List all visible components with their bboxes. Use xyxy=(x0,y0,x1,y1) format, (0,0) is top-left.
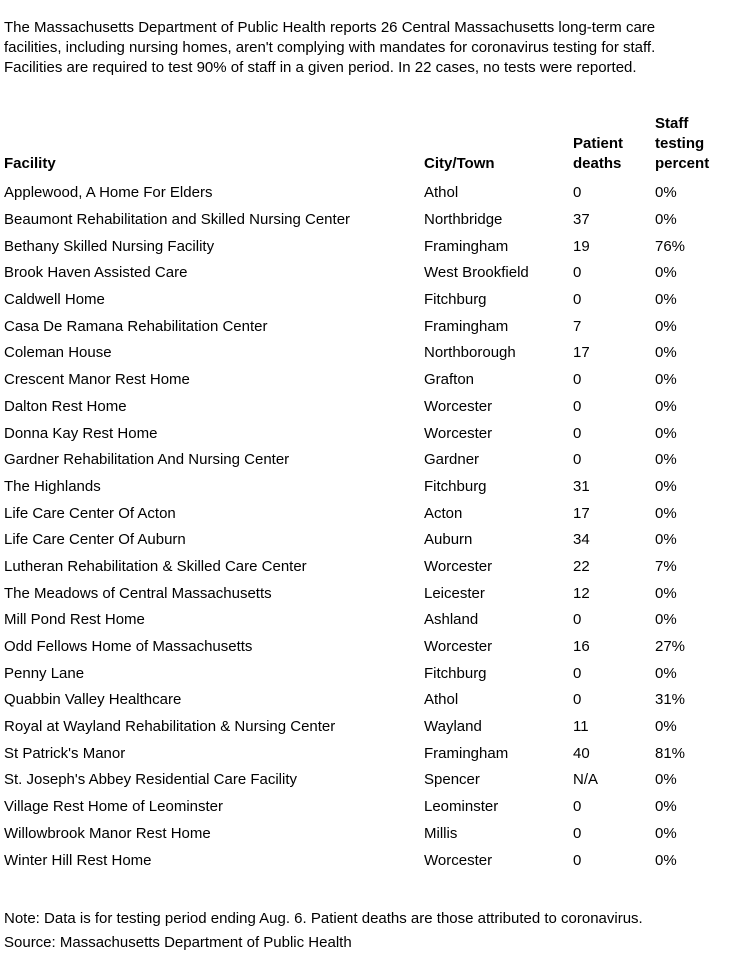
staff-testing-percent-cell: 0% xyxy=(655,291,677,309)
intro-text: The Massachusetts Department of Public Health reports 26 Central Massachusetts long-term care facilities, including nursing homes, aren't complying with mandates for coronavirus testing for staff. Facilities are required to test 90% of staff in a given period. In 22 cases, no tests were reported. xyxy=(4,19,656,76)
staff-testing-percent-cell: 0% xyxy=(655,371,677,389)
staff-testing-percent-cell: 0% xyxy=(655,718,677,736)
city-town-cell: Fitchburg xyxy=(424,664,487,682)
city-town-cell: Framingham xyxy=(424,744,509,762)
facility-cell: Beaumont Rehabilitation and Skilled Nursing Center xyxy=(4,211,351,229)
staff-testing-percent-cell: 0% xyxy=(655,798,677,816)
table-row xyxy=(4,394,744,421)
table-row xyxy=(4,660,744,687)
patient-deaths-cell: 0 xyxy=(573,798,582,816)
facility-cell: Odd Fellows Home of Massachusetts xyxy=(4,638,253,656)
city-town-cell: Fitchburg xyxy=(424,291,487,309)
facility-cell: St. Joseph's Abbey Residential Care Facility xyxy=(4,771,298,789)
facility-cell: Bethany Skilled Nursing Facility xyxy=(4,237,215,255)
staff-testing-percent-cell: 0% xyxy=(655,531,677,549)
table-row xyxy=(4,714,744,741)
city-town-cell: Worcester xyxy=(424,557,493,575)
facility-cell: The Meadows of Central Massachusetts xyxy=(4,584,272,602)
patient-deaths-cell: 0 xyxy=(573,451,582,469)
staff-testing-percent-cell: 0% xyxy=(655,264,677,282)
table-row xyxy=(4,580,744,607)
patient-deaths-cell: 19 xyxy=(573,237,590,255)
city-town-cell: Northbridge xyxy=(424,211,503,229)
col-header-patient-deaths: Patient deaths xyxy=(573,135,624,172)
col-header-city-town: City/Town xyxy=(424,155,495,172)
table-row xyxy=(4,287,744,314)
facility-cell: St Patrick's Manor xyxy=(4,744,126,762)
table-row xyxy=(4,207,744,234)
staff-testing-percent-cell: 0% xyxy=(655,397,677,415)
facility-cell: Winter Hill Rest Home xyxy=(4,851,152,869)
patient-deaths-cell: 0 xyxy=(573,184,582,202)
city-town-cell: West Brookfield xyxy=(424,264,529,282)
facility-cell: Donna Kay Rest Home xyxy=(4,424,158,442)
patient-deaths-cell: 17 xyxy=(573,504,590,522)
city-town-cell: Spencer xyxy=(424,771,480,789)
patient-deaths-cell: 0 xyxy=(573,851,582,869)
patient-deaths-cell: 0 xyxy=(573,664,582,682)
patient-deaths-cell: 0 xyxy=(573,424,582,442)
table-row xyxy=(4,687,744,714)
staff-testing-percent-cell: 0% xyxy=(655,771,677,789)
patient-deaths-cell: 0 xyxy=(573,371,582,389)
staff-testing-percent-cell: 0% xyxy=(655,664,677,682)
footer xyxy=(4,907,744,956)
city-town-cell: Gardner xyxy=(424,451,480,469)
table-row xyxy=(4,794,744,821)
col-header-staff-testing-percent: Staff testing percent xyxy=(655,115,710,172)
city-town-cell: Athol xyxy=(424,184,459,202)
city-town-cell: Worcester xyxy=(424,424,493,442)
table-row xyxy=(4,740,744,767)
note-text: Note: Data is for testing period ending Aug. 6. Patient deaths are those attributed to coronavirus. xyxy=(4,909,643,927)
staff-testing-percent-cell: 27% xyxy=(655,638,686,656)
city-town-cell: Framingham xyxy=(424,237,509,255)
table-row xyxy=(4,554,744,581)
city-town-cell: Worcester xyxy=(424,638,493,656)
staff-testing-percent-cell: 81% xyxy=(655,744,686,762)
staff-testing-percent-cell: 0% xyxy=(655,344,677,362)
table-row xyxy=(4,607,744,634)
patient-deaths-cell: 0 xyxy=(573,264,582,282)
facility-cell: Life Care Center Of Auburn xyxy=(4,531,186,549)
staff-testing-percent-cell: 0% xyxy=(655,851,677,869)
table-row xyxy=(4,260,744,287)
header-row xyxy=(4,114,744,180)
patient-deaths-cell: 34 xyxy=(573,531,590,549)
facility-cell: Coleman House xyxy=(4,344,112,362)
staff-testing-percent-cell: 0% xyxy=(655,184,677,202)
staff-testing-percent-cell: 0% xyxy=(655,584,677,602)
table-row xyxy=(4,634,744,661)
patient-deaths-cell: 22 xyxy=(573,557,590,575)
staff-testing-percent-cell: 0% xyxy=(655,504,677,522)
staff-testing-percent-cell: 0% xyxy=(655,611,677,629)
patient-deaths-cell: 0 xyxy=(573,291,582,309)
city-town-cell: Leominster xyxy=(424,798,499,816)
city-town-cell: Northborough xyxy=(424,344,516,362)
table-row xyxy=(4,233,744,260)
table-row xyxy=(4,367,744,394)
facility-cell: Crescent Manor Rest Home xyxy=(4,371,190,389)
table-row xyxy=(4,474,744,501)
table-row xyxy=(4,821,744,848)
facility-cell: Dalton Rest Home xyxy=(4,397,127,415)
table-row xyxy=(4,447,744,474)
patient-deaths-cell: N/A xyxy=(573,771,599,789)
staff-testing-percent-cell: 76% xyxy=(655,237,686,255)
staff-testing-percent-cell: 7% xyxy=(655,557,677,575)
facility-cell: Quabbin Valley Healthcare xyxy=(4,691,182,709)
city-town-cell: Leicester xyxy=(424,584,485,602)
patient-deaths-cell: 37 xyxy=(573,211,590,229)
city-town-cell: Ashland xyxy=(424,611,479,629)
patient-deaths-cell: 0 xyxy=(573,611,582,629)
facility-cell: The Highlands xyxy=(4,477,101,495)
staff-testing-percent-cell: 0% xyxy=(655,424,677,442)
city-town-cell: Worcester xyxy=(424,397,493,415)
patient-deaths-cell: 16 xyxy=(573,638,590,656)
staff-testing-percent-cell: 0% xyxy=(655,824,677,842)
facility-cell: Lutheran Rehabilitation & Skilled Care Center xyxy=(4,557,307,575)
staff-testing-percent-cell: 31% xyxy=(655,691,686,709)
table-row xyxy=(4,313,744,340)
col-header-facility: Facility xyxy=(4,155,56,172)
facility-cell: Life Care Center Of Acton xyxy=(4,504,176,522)
table-row xyxy=(4,847,744,874)
patient-deaths-cell: 0 xyxy=(573,397,582,415)
facility-cell: Willowbrook Manor Rest Home xyxy=(4,824,211,842)
staff-testing-percent-cell: 0% xyxy=(655,451,677,469)
facility-cell: Penny Lane xyxy=(4,664,85,682)
city-town-cell: Grafton xyxy=(424,371,475,389)
staff-testing-percent-cell: 0% xyxy=(655,477,677,495)
facility-cell: Village Rest Home of Leominster xyxy=(4,798,223,816)
patient-deaths-cell: 12 xyxy=(573,584,590,602)
table-row xyxy=(4,500,744,527)
facility-cell: Applewood, A Home For Elders xyxy=(4,184,213,202)
city-town-cell: Athol xyxy=(424,691,459,709)
city-town-cell: Wayland xyxy=(424,718,482,736)
patient-deaths-cell: 40 xyxy=(573,744,590,762)
table-body xyxy=(4,180,744,874)
city-town-cell: Framingham xyxy=(424,317,509,335)
staff-testing-percent-cell: 0% xyxy=(655,211,677,229)
patient-deaths-cell: 0 xyxy=(573,824,582,842)
source-text: Source: Massachusetts Department of Public Health xyxy=(4,934,352,952)
facility-cell: Gardner Rehabilitation And Nursing Center xyxy=(4,451,290,469)
city-town-cell: Worcester xyxy=(424,851,493,869)
facility-cell: Royal at Wayland Rehabilitation & Nursing Center xyxy=(4,718,336,736)
facility-cell: Caldwell Home xyxy=(4,291,105,309)
patient-deaths-cell: 31 xyxy=(573,477,590,495)
facilities-table xyxy=(4,114,744,874)
table-row xyxy=(4,420,744,447)
patient-deaths-cell: 11 xyxy=(573,718,589,736)
table-row xyxy=(4,180,744,207)
patient-deaths-cell: 0 xyxy=(573,691,582,709)
facility-cell: Brook Haven Assisted Care xyxy=(4,264,188,282)
table-row xyxy=(4,767,744,794)
city-town-cell: Fitchburg xyxy=(424,477,487,495)
city-town-cell: Acton xyxy=(424,504,463,522)
staff-testing-percent-cell: 0% xyxy=(655,317,677,335)
patient-deaths-cell: 17 xyxy=(573,344,590,362)
facility-cell: Casa De Ramana Rehabilitation Center xyxy=(4,317,268,335)
table-row xyxy=(4,340,744,367)
facility-cell: Mill Pond Rest Home xyxy=(4,611,145,629)
patient-deaths-cell: 7 xyxy=(573,317,582,335)
city-town-cell: Auburn xyxy=(424,531,473,549)
table-row xyxy=(4,527,744,554)
city-town-cell: Millis xyxy=(424,824,458,842)
